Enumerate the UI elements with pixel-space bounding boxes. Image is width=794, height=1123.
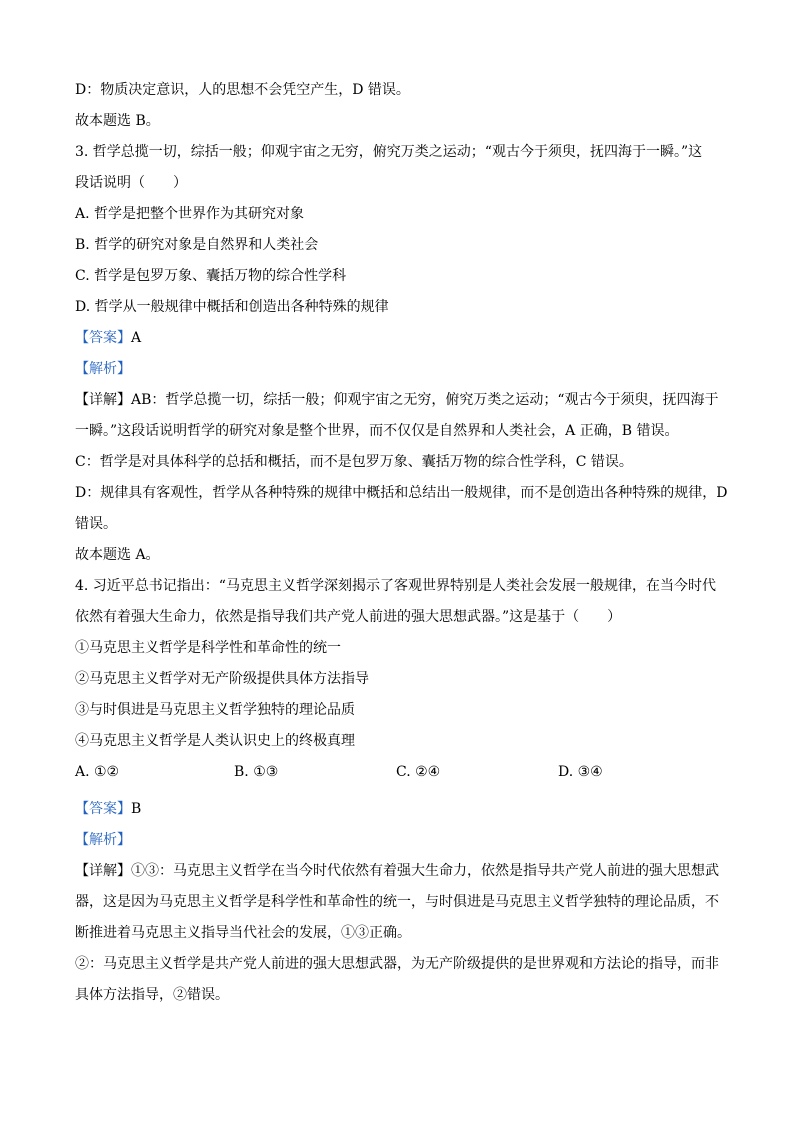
text-line: 一瞬。”这段话说明哲学的研究对象是整个世界，而不仅仅是自然界和人类社会，A 正确，B 错误。	[75, 423, 679, 439]
detail-tag: 【详解】	[75, 392, 131, 408]
question-4-stem: 4. 习近平总书记指出：“马克思主义哲学深刻揭示了客观世界特别是人类社会发展一般规律，在当今时代	[75, 578, 716, 594]
detail-text: AB：哲学总揽一切，综括一般；仰观宇宙之无穷，俯究万类之运动；“观古今于须臾，抚四海于	[131, 392, 719, 408]
question-4-stem-cont: 依然有着强大生命力，依然是指导我们共产党人前进的强大思想武器。”这是基于（ ）	[75, 609, 622, 625]
text-line: 故本题选 A。	[75, 547, 160, 563]
answer-tag: 【答案】	[75, 801, 131, 817]
text-line: 故本题选 B。	[75, 113, 160, 129]
detail-text: 器，这是因为马克思主义哲学是科学性和革命性的统一，与时俱进是马克思主义哲学独特的理论品质，不	[75, 894, 719, 910]
question-3-option-d: D. 哲学从一般规律中概括和创造出各种特殊的规律	[75, 299, 389, 315]
analysis-line	[75, 359, 131, 379]
detail-text: 具体方法指导，②错误。	[75, 987, 229, 1003]
question-4-option-d: D. ③④	[558, 764, 603, 780]
answer-line	[75, 799, 141, 819]
text-line: 错误。	[75, 516, 117, 532]
detail-text: 断推进着马克思主义指导当代社会的发展，①③正确。	[75, 925, 411, 941]
question-4-option-a: A. ①②	[75, 764, 120, 780]
answer-line	[75, 328, 141, 348]
detail-text: ①③：马克思主义哲学在当今时代依然有着强大生命力，依然是指导共产党人前进的强大思想武	[131, 863, 719, 879]
detail-line	[75, 390, 719, 410]
analysis-tag: 【解析】	[75, 832, 131, 848]
question-4-option-c: C. ②④	[396, 764, 441, 780]
statement-3: ③与时俱进是马克思主义哲学独特的理论品质	[75, 702, 355, 718]
analysis-tag: 【解析】	[75, 361, 131, 377]
answer-value: B	[131, 801, 142, 817]
answer-tag: 【答案】	[75, 330, 131, 346]
question-3-stem: 3. 哲学总揽一切，综括一般；仰观宇宙之无穷，俯究万类之运动；“观古今于须臾，抚四海于一瞬。”这	[75, 144, 703, 160]
statement-4: ④马克思主义哲学是人类认识史上的终极真理	[75, 733, 355, 749]
statement-2: ②马克思主义哲学对无产阶级提供具体方法指导	[75, 671, 369, 687]
question-3-option-a: A. 哲学是把整个世界作为其研究对象	[75, 206, 305, 222]
statement-1: ①马克思主义哲学是科学性和革命性的统一	[75, 640, 341, 656]
analysis-line	[75, 830, 131, 850]
text-line: D：物质决定意识，人的思想不会凭空产生，D 错误。	[75, 82, 410, 98]
answer-value: A	[131, 330, 142, 346]
text-line: C：哲学是对具体科学的总括和概括，而不是包罗万象、囊括万物的综合性学科，C 错误。	[75, 454, 633, 470]
text-line: D：规律具有客观性，哲学从各种特殊的规律中概括和总结出一般规律，而不是创造出各种特殊的规律，D	[75, 485, 728, 501]
detail-tag: 【详解】	[75, 863, 131, 879]
detail-text: ②：马克思主义哲学是共产党人前进的强大思想武器，为无产阶级提供的是世界观和方法论的指导，而非	[75, 956, 719, 972]
question-3-option-b: B. 哲学的研究对象是自然界和人类社会	[75, 237, 319, 253]
question-3-option-c: C. 哲学是包罗万象、囊括万物的综合性学科	[75, 268, 347, 284]
detail-line	[75, 861, 719, 881]
question-4-option-b: B. ①③	[234, 764, 279, 780]
question-3-stem-cont: 段话说明（ ）	[75, 175, 187, 191]
